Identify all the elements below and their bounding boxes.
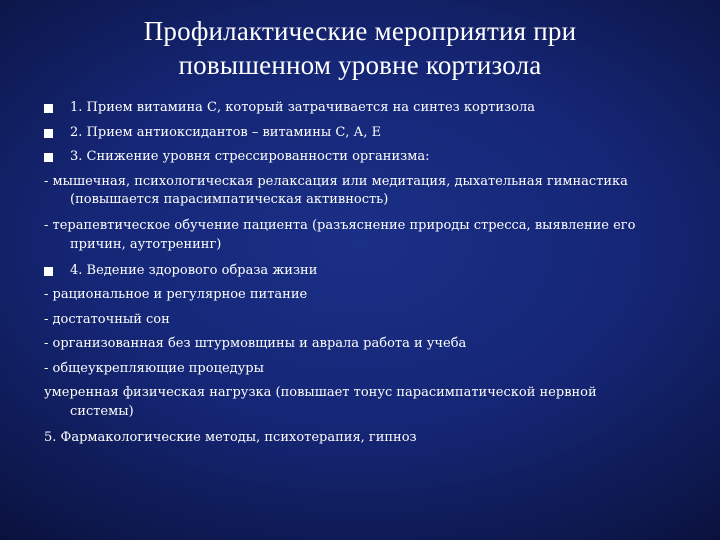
list-item: - рациональное и регулярное питание	[44, 287, 308, 302]
bullet-text: 4. Ведение здорового образа жизни	[70, 262, 318, 278]
slide-title	[40, 14, 680, 82]
list-item-continuation: (повышается парасимпатическая активность)	[70, 192, 389, 207]
list-item: - организованная без штурмовщины и аврала работа и учеба	[44, 336, 467, 351]
bullet-item	[44, 259, 684, 284]
bullet-item	[44, 96, 684, 121]
bullet-text: 3. Снижение уровня стрессированности организма:	[70, 149, 430, 164]
list-item-continuation: причин, аутотренинг)	[70, 236, 222, 252]
list-item: - терапевтическое обучение пациента (разъяснение природы стресса, выявление его	[44, 218, 636, 233]
slide-title-line-1: Профилактические мероприятия при	[143, 16, 577, 46]
bullet-item	[44, 121, 684, 146]
bullet-text: 2. Прием антиоксидантов – витамины С, А, Е	[70, 124, 382, 140]
slide-title-line-2: повышенном уровне кортизола	[178, 50, 542, 80]
list-item: - достаточный сон	[44, 311, 170, 327]
list-item: - мышечная, психологическая релаксация или медитация, дыхательная гимнастика	[44, 173, 628, 189]
slide-body	[44, 96, 684, 450]
square-bullet-icon	[44, 153, 53, 162]
bullet-text: 1. Прием витамина С, который затрачивается на синтез кортизола	[70, 100, 535, 115]
square-bullet-icon	[44, 267, 53, 276]
list-item: умеренная физическая нагрузка (повышает тонус парасимпатической нервной	[44, 385, 597, 400]
list-item: 5. Фармакологические методы, психотерапия, гипноз	[44, 429, 417, 445]
list-item-continuation: системы)	[70, 403, 134, 419]
square-bullet-icon	[44, 104, 53, 113]
square-bullet-icon	[44, 129, 53, 138]
bullet-item	[44, 145, 684, 170]
list-item: - общеукрепляющие процедуры	[44, 360, 264, 376]
